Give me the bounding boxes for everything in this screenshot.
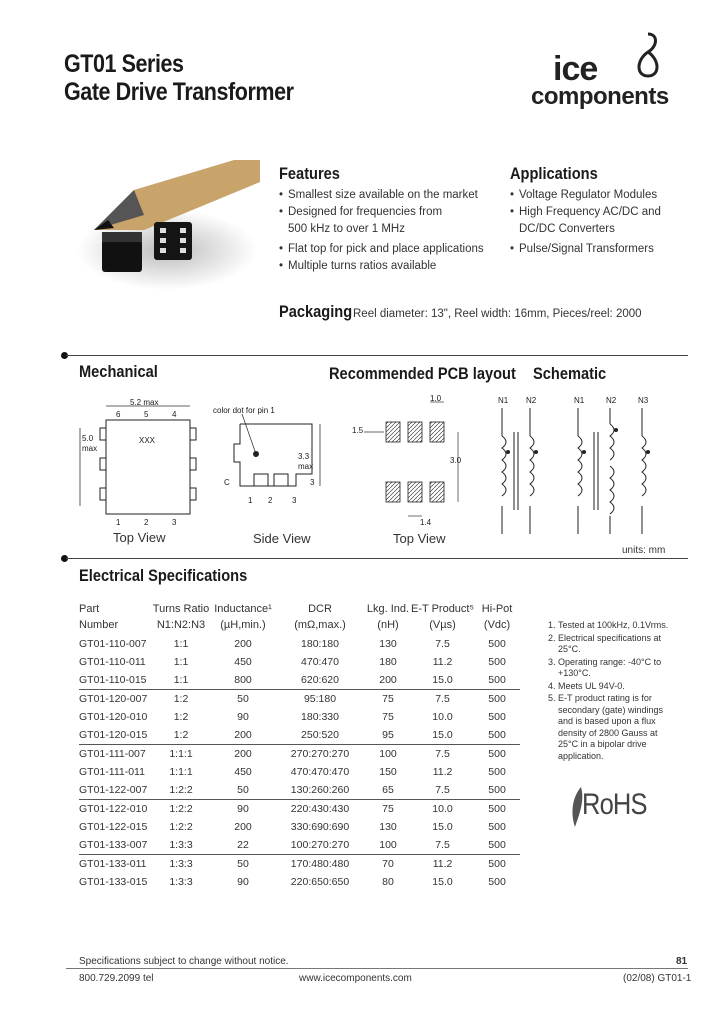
rohs-mark: RoHS [582,788,647,821]
table-cell: 180:180 [301,638,339,650]
table-cell: GT01-120-007 [79,693,148,705]
table-cell: 130 [379,821,397,833]
electrical-heading: Electrical Specifications [79,566,248,585]
table-cell: 15.0 [432,876,453,888]
table-cell: GT01-122-015 [79,821,148,833]
table-cell: 500 [488,638,506,650]
table-cell: 100 [379,748,397,760]
table-cell: 7.5 [411,781,474,800]
pcb-dim: 3.0 [450,456,462,465]
side-height-max: max [298,462,314,471]
schematic-label: N3 [638,396,649,405]
table-cell: GT01-111-011 [79,766,145,778]
table-header-row [79,603,520,619]
table-row [79,818,520,836]
footer-url[interactable]: www.icecomponents.com [299,973,412,984]
packaging-text: Reel diameter: 13", Reel width: 16mm, Pieces/reel: 2000 [353,308,642,320]
table-cell: 75 [382,711,394,723]
table-cell: GT01-120-010 [79,711,148,723]
note-item: 4. Meets UL 94V-0. [548,680,625,691]
table-cell: 200 [234,638,252,650]
table-cell: 500 [488,711,506,723]
pcb-dim: 1.5 [352,426,364,435]
table-cell: 100 [365,836,411,855]
section-divider [66,355,688,356]
table-cell: 65 [365,781,411,800]
table-cell: 1:1 [151,671,211,690]
dim-height-max: max [82,444,98,453]
table-cell: 200 [211,726,275,745]
table-cell: 10.0 [432,711,453,723]
table-cell: 15.0 [411,726,474,745]
table-cell: 11.2 [432,656,453,668]
table-cell: 1:3:3 [169,858,193,870]
table-cell: 500 [474,671,520,690]
list-item: • Voltage Regulator Modules [510,187,661,204]
schematic-label: N1 [498,396,509,405]
table-cell: 75 [382,803,394,815]
table-cell: 1:3:3 [151,836,211,855]
table-cell: 11.2 [432,858,453,870]
note-item: 3. Operating range: -40°C to +130°C. [548,656,662,678]
column-header: Turns Ratio [152,603,210,615]
features-list [279,187,484,275]
table-cell: 95:180 [303,693,337,705]
table-cell: 1:2:2 [151,781,211,800]
table-row [79,763,520,781]
table-cell: 1:2:2 [169,803,193,815]
pin-label: 2 [268,496,273,505]
side-3-label: 3 [310,478,315,487]
table-cell: 500 [474,781,520,800]
table-row [79,671,520,690]
schematic-heading: Schematic [533,364,607,383]
logo-components: components [531,83,669,110]
column-header: Part [79,603,100,615]
table-cell: 270:270:270 [290,748,350,760]
table-cell: 220:430:430 [290,803,350,815]
table-row [79,690,520,709]
table-cell: 200 [234,748,252,760]
table-cell: 7.5 [435,748,450,760]
table-cell: 70 [382,858,394,870]
table-cell: 90 [237,876,249,888]
part-marking: XXX [139,436,156,445]
logo-ice: ice [553,50,598,88]
table-cell: 1:2 [151,726,211,745]
table-cell: 1:2:2 [169,821,193,833]
column-subheader: (mΩ,max.) [294,619,346,631]
pin-label: 4 [172,410,177,419]
table-cell: 15.0 [432,821,453,833]
list-item: • Flat top for pick and place applications [279,241,484,258]
pcb-view-caption: Top View [393,531,446,546]
table-row [79,855,520,874]
table-cell: 500 [488,656,506,668]
schematic-label: N2 [606,396,617,405]
table-cell: 50 [237,858,249,870]
table-cell: 500 [488,748,506,760]
table-cell: 90 [237,711,249,723]
table-cell: 100:270:270 [275,836,365,855]
table-cell: 10.0 [432,803,453,815]
table-cell: 500 [474,726,520,745]
table-cell: 500 [488,876,506,888]
table-cell: 130:260:260 [275,781,365,800]
table-cell: GT01-133-011 [79,858,147,870]
table-cell: 220:650:650 [290,876,350,888]
table-row [79,708,520,726]
table-cell: 50 [211,781,275,800]
table-row [79,726,520,745]
table-cell: GT01-122-007 [79,781,151,800]
section-divider [66,558,688,559]
side-c-label: C [224,478,230,487]
column-subheader: N1:N2:N3 [156,619,206,631]
table-cell: 80 [382,876,394,888]
table-cell: 450 [234,656,252,668]
table-cell: 200 [234,821,252,833]
side-view-drawing [212,404,332,514]
list-item: • Multiple turns ratios available [279,258,484,275]
applications-list [510,187,661,258]
footer-divider [66,968,688,969]
footer-page-number: 81 [676,956,688,967]
footer-disclaimer: Specifications subject to change without notice. [79,956,289,967]
table-row [79,745,520,764]
top-view-caption: Top View [113,530,166,545]
applications-heading: Applications [510,164,598,183]
pin-label: 2 [144,518,149,527]
table-cell: 22 [211,836,275,855]
table-cell: 75 [382,693,394,705]
table-cell: 90 [237,803,249,815]
table-cell: 500 [488,858,506,870]
units-label: units: mm [622,545,666,556]
side-view-caption: Side View [253,531,311,546]
column-subheader: (µH,min.) [220,619,266,631]
table-cell: 500 [488,803,506,815]
dim-width: 5.2 max [130,398,159,407]
table-cell: 1:2 [173,693,189,705]
list-item: • Pulse/Signal Transformers [510,241,661,258]
pcb-dim: 1.0 [430,394,442,403]
table-cell: 15.0 [411,671,474,690]
table-cell: 620:620 [275,671,365,690]
table-row [79,781,520,800]
table-cell: 180:330 [301,711,339,723]
table-cell: GT01-110-011 [79,656,146,668]
table-cell: 130 [379,638,397,650]
schematic-drawing [492,396,667,542]
table-cell: GT01-110-007 [79,638,147,650]
table-row [79,873,520,891]
table-cell: 800 [211,671,275,690]
note-item: 5. E-T product rating is for secondary (gate) windings and is based upon a flux density of 2800 Gauss at 25°C in a bipolar drive application. [548,693,664,761]
table-cell: 1:1 [173,638,189,650]
logo-swirl-icon [628,30,668,82]
pin-label: 1 [248,496,253,505]
list-item: • Smallest size available on the market [279,187,484,204]
table-cell: 7.5 [435,693,450,705]
list-item: • Designed for frequencies from 500 kHz to over 1 MHz [279,204,484,238]
mechanical-heading: Mechanical [79,362,158,381]
footer-code: (02/08) GT01-1 [623,973,692,984]
schematic-label: N2 [526,396,537,405]
list-item: • High Frequency AC/DC and DC/DC Converters [510,204,661,238]
features-heading: Features [279,164,340,183]
table-cell: 330:690:690 [290,821,350,833]
table-cell: 470:470 [301,656,339,668]
column-subheader: (Vµs) [429,619,456,631]
table-cell: 1:1:1 [169,748,193,760]
column-subheader: (Vdc) [483,619,511,631]
page-subtitle: Gate Drive Transformer [64,78,294,106]
table-cell: 250:520 [275,726,365,745]
pin-label: 3 [172,518,177,527]
table-row [79,836,520,855]
pin-label: 1 [116,518,121,527]
table-cell: GT01-133-007 [79,836,151,855]
table-cell: GT01-133-015 [79,876,148,888]
column-subheader: Number [79,619,119,631]
table-cell: 500 [488,693,506,705]
product-photo [74,160,260,300]
table-cell: 95 [365,726,411,745]
column-header: E-T Product⁵ [411,603,475,615]
column-header: DCR [308,603,332,615]
pcb-layout-drawing [350,392,468,530]
dim-height: 5.0 [82,434,94,443]
table-cell: 500 [488,821,506,833]
table-cell: 170:480:480 [290,858,350,870]
column-header: Inductance¹ [214,603,272,615]
notes-list [548,620,678,763]
table-row [79,653,520,671]
column-header: Hi-Pot [481,603,513,615]
packaging-heading: Packaging [279,302,353,321]
top-view-drawing [78,398,198,528]
table-cell: 450 [234,766,252,778]
table-cell: 180 [379,656,397,668]
table-row [79,635,520,653]
note-item: 2. Electrical specifications at 25°C. [548,632,662,654]
side-height: 3.3 [298,452,310,461]
column-header: Lkg. Ind. [366,603,410,615]
table-cell: 1:1 [173,656,189,668]
page-title: GT01 Series [64,50,184,78]
table-cell: GT01-122-010 [79,803,148,815]
spec-table [79,603,520,891]
pin-label: 5 [144,410,149,419]
table-cell: 500 [488,766,506,778]
table-cell: 50 [237,693,249,705]
color-dot-label: color dot for pin 1 [213,406,275,415]
table-cell: GT01-111-007 [79,748,146,760]
table-cell: GT01-110-015 [79,671,151,690]
pin-label: 3 [292,496,297,505]
pin-label: 6 [116,410,121,419]
pcb-layout-heading: Recommended PCB layout [329,364,516,383]
table-row [79,800,520,819]
table-header-row [79,619,520,635]
note-item: 1. Tested at 100kHz, 0.1Vrms. [548,620,669,630]
table-cell: GT01-120-015 [79,726,151,745]
table-cell: 200 [365,671,411,690]
table-cell: 500 [474,836,520,855]
pcb-dim: 1.4 [420,518,432,527]
table-cell: 11.2 [432,766,453,778]
table-cell: 1:1:1 [169,766,193,778]
footer-phone: 800.729.2099 tel [79,973,154,984]
schematic-label: N1 [574,396,585,405]
column-subheader: (nH) [377,619,399,631]
table-cell: 1:3:3 [169,876,193,888]
table-cell: 470:470:470 [290,766,350,778]
table-cell: 1:2 [173,711,189,723]
table-cell: 7.5 [411,836,474,855]
table-cell: 150 [379,766,397,778]
table-cell: 7.5 [435,638,450,650]
